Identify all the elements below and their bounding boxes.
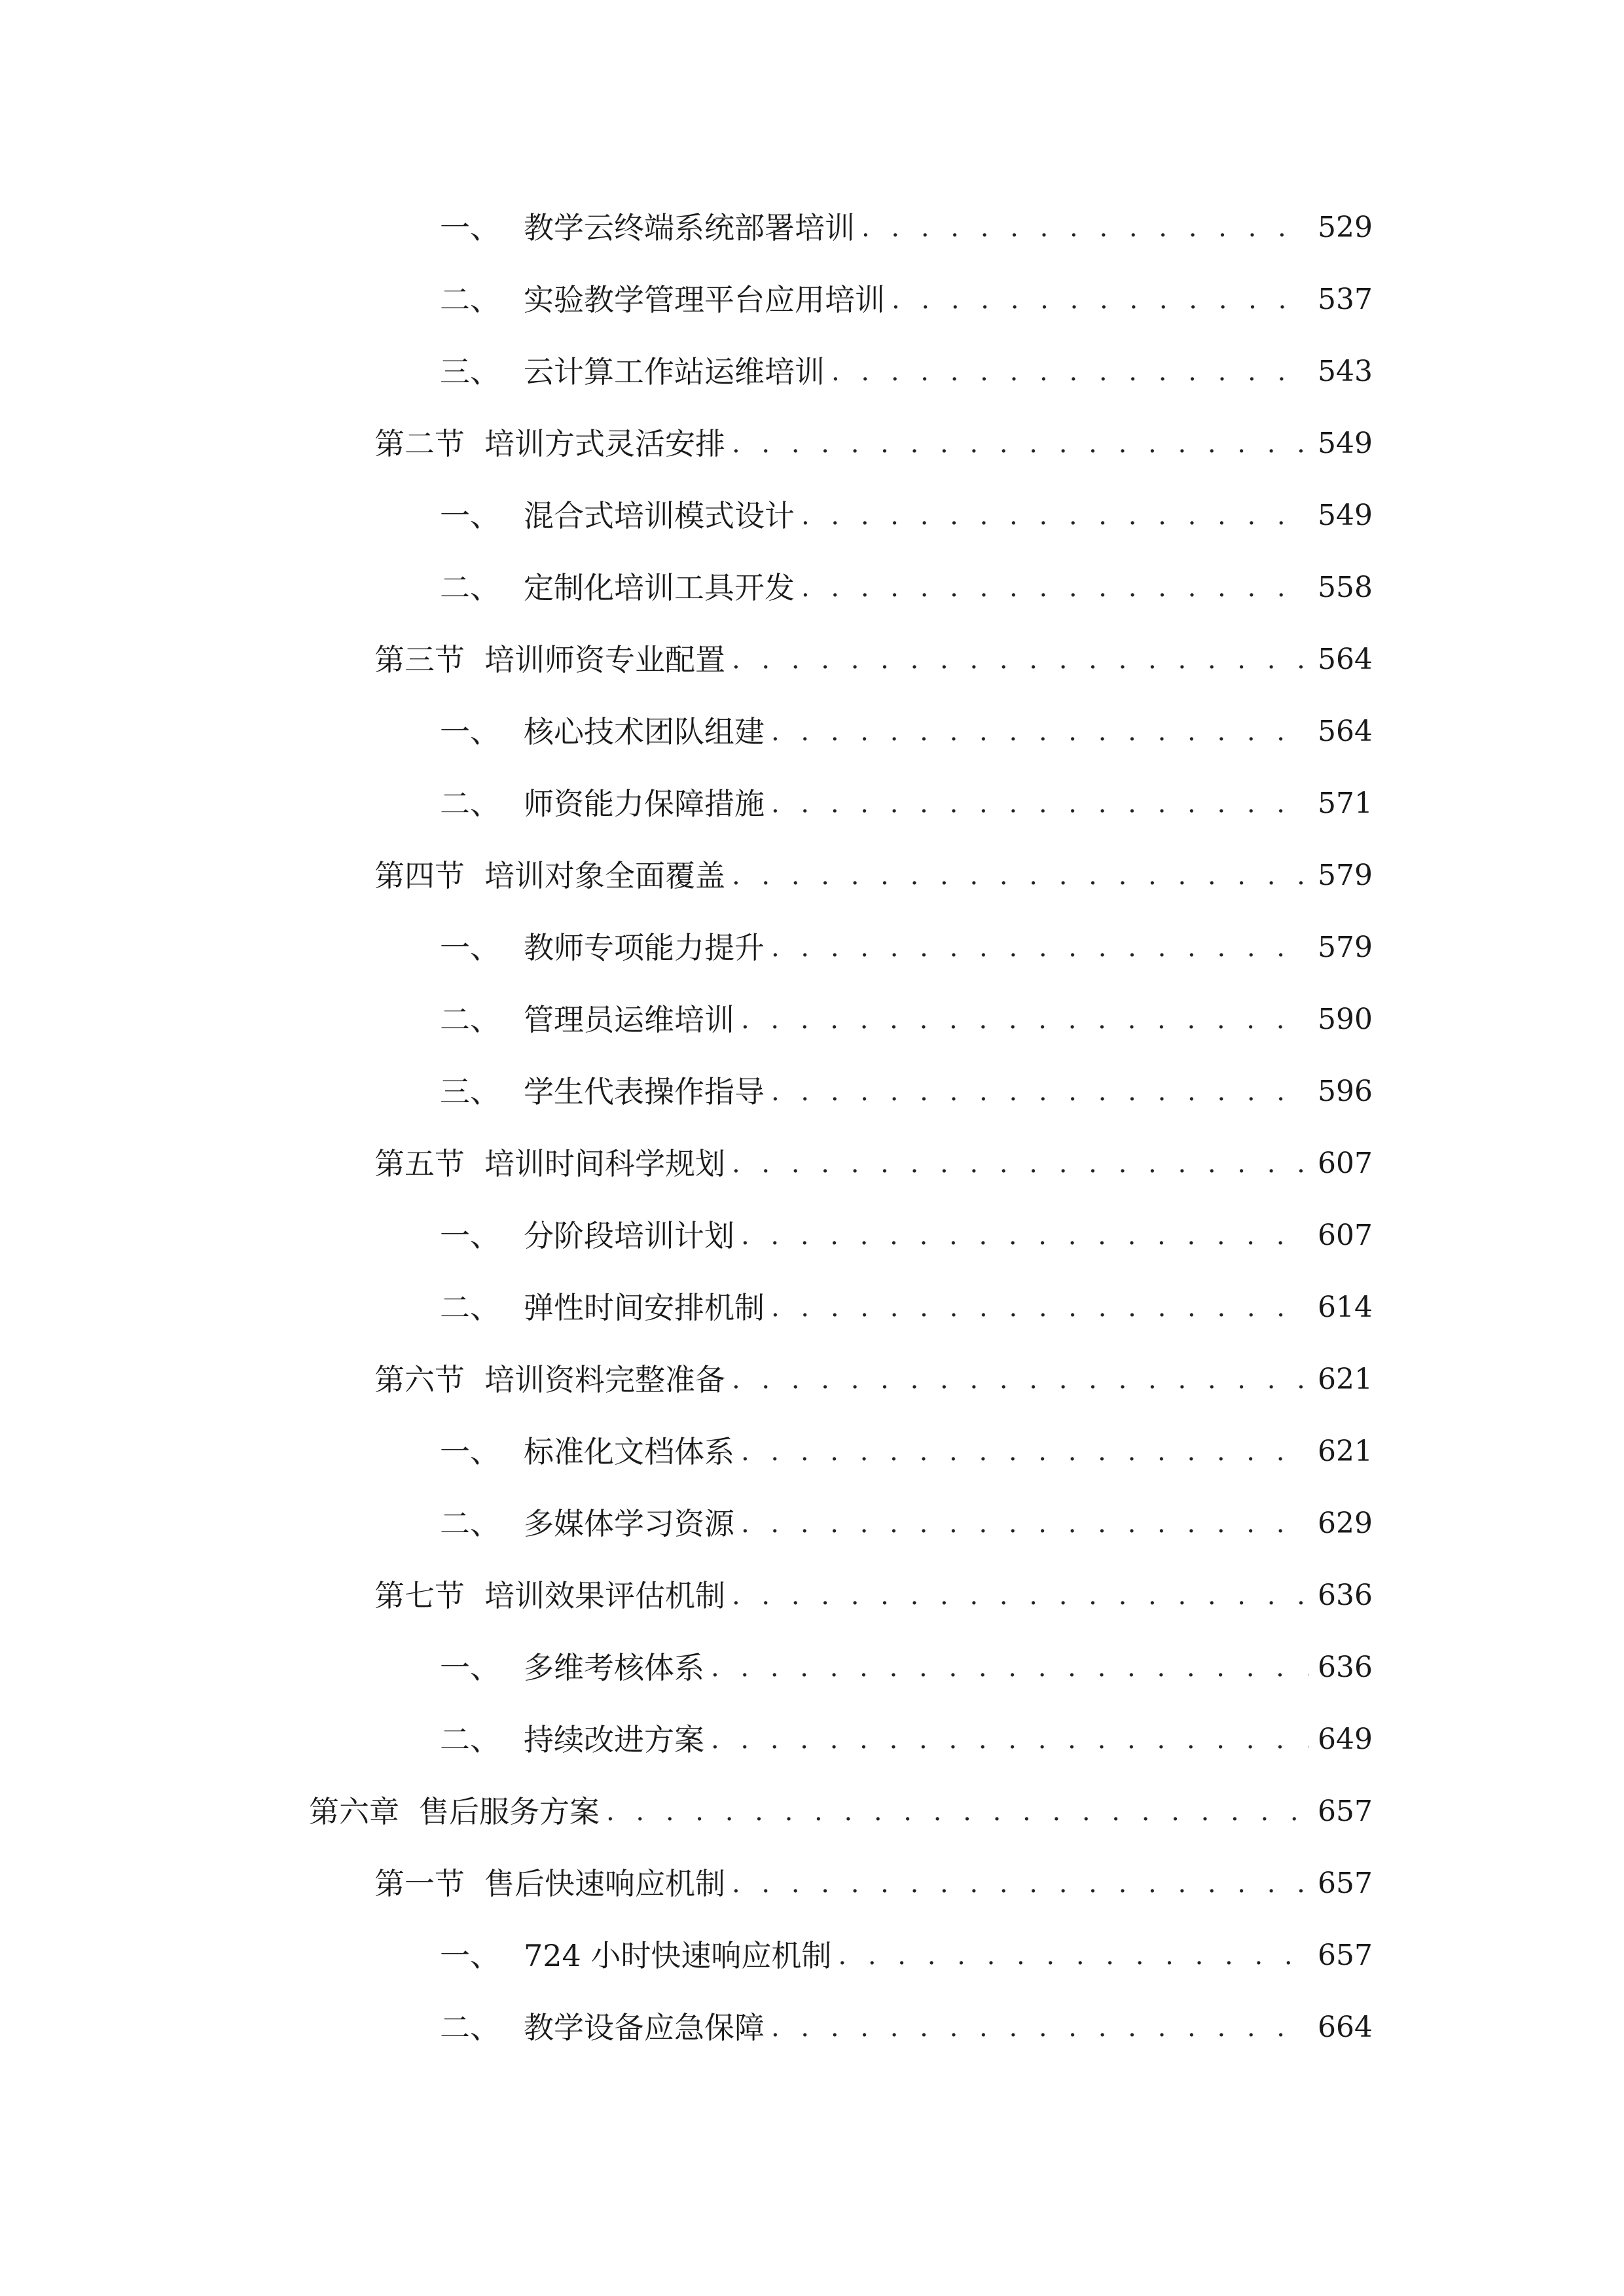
entry-title: 教师专项能力提升 [524, 930, 765, 965]
dot-leader [732, 418, 1308, 470]
entry-number: 二、 [440, 1722, 500, 1757]
toc-entry[interactable] [440, 346, 1373, 398]
entry-page-number: 636 [1318, 1579, 1373, 1612]
entry-number: 一、 [440, 714, 500, 749]
entry-number: 第三节 [374, 642, 465, 677]
entry-number: 一、 [440, 930, 500, 965]
entry-number: 二、 [440, 786, 500, 821]
entry-title: 分阶段培训计划 [524, 1218, 734, 1253]
entry-page-number: 590 [1318, 1003, 1373, 1036]
toc-entry[interactable] [440, 778, 1373, 830]
entry-page-number: 564 [1318, 643, 1373, 676]
dot-leader [771, 778, 1308, 830]
entry-title: 实验教学管理平台应用培训 [524, 282, 885, 317]
toc-entry[interactable] [440, 706, 1373, 758]
entry-title: 多维考核体系 [524, 1650, 704, 1685]
toc-entry-section[interactable] [374, 1857, 1373, 1910]
dot-leader [741, 1498, 1308, 1550]
entry-title: 教学云终端系统部署培训 [524, 210, 855, 245]
entry-page-number: 657 [1318, 1867, 1373, 1900]
entry-page-number: 657 [1318, 1939, 1373, 1972]
entry-number: 一、 [440, 498, 500, 533]
entry-title: 师资能力保障措施 [524, 786, 765, 821]
toc-entry[interactable] [440, 1066, 1373, 1118]
toc-entry[interactable] [440, 490, 1373, 542]
dot-leader [771, 1066, 1308, 1118]
entry-page-number: 629 [1318, 1507, 1373, 1540]
dot-leader [771, 1282, 1308, 1334]
entry-title: 培训效果评估机制 [484, 1578, 725, 1613]
toc-entry[interactable] [440, 274, 1373, 326]
entry-title: 核心技术团队组建 [524, 714, 765, 749]
entry-title: 培训方式灵活安排 [484, 426, 725, 461]
entry-number: 一、 [440, 1938, 500, 1973]
toc-entry[interactable] [440, 922, 1373, 974]
entry-page-number: 621 [1318, 1363, 1373, 1396]
toc-entry[interactable] [440, 1929, 1373, 1982]
entry-page-number: 579 [1318, 931, 1373, 964]
dot-leader [732, 850, 1308, 902]
dot-leader [861, 202, 1308, 254]
entry-number: 二、 [440, 282, 500, 317]
toc-entry-section[interactable] [374, 634, 1373, 686]
dot-leader [771, 706, 1308, 758]
toc-entry[interactable] [440, 562, 1373, 614]
dot-leader [732, 1354, 1308, 1406]
entry-number: 一、 [440, 1434, 500, 1469]
toc-entry[interactable] [440, 1282, 1373, 1334]
entry-title: 学生代表操作指导 [524, 1074, 765, 1109]
entry-number: 第一节 [374, 1866, 465, 1901]
entry-page-number: 657 [1318, 1795, 1373, 1828]
toc-entry[interactable] [440, 1210, 1373, 1262]
entry-title: 云计算工作站运维培训 [524, 354, 825, 389]
toc-entry-section[interactable] [374, 1354, 1373, 1406]
entry-title: 弹性时间安排机制 [524, 1290, 765, 1325]
entry-title: 持续改进方案 [524, 1722, 704, 1757]
entry-number: 第六节 [374, 1362, 465, 1397]
entry-title: 混合式培训模式设计 [524, 498, 795, 533]
entry-page-number: 537 [1318, 283, 1373, 316]
dot-leader [732, 1138, 1308, 1190]
dot-leader [732, 1570, 1308, 1622]
toc-entry-section[interactable] [374, 1138, 1373, 1190]
entry-title: 培训师资专业配置 [484, 642, 725, 677]
dot-leader [606, 1785, 1308, 1838]
toc-entry-section[interactable] [374, 1570, 1373, 1622]
entry-title: 724 小时快速响应机制 [524, 1938, 832, 1973]
entry-page-number: 614 [1318, 1291, 1373, 1324]
entry-title: 标准化文档体系 [524, 1434, 734, 1469]
entry-title: 售后服务方案 [419, 1794, 600, 1829]
dot-leader [732, 634, 1308, 686]
entry-title: 培训对象全面覆盖 [484, 858, 725, 893]
entry-number: 二、 [440, 1290, 500, 1325]
entry-number: 三、 [440, 1074, 500, 1109]
entry-page-number: 664 [1318, 2011, 1373, 2044]
toc-entry-section[interactable] [374, 418, 1373, 470]
entry-page-number: 549 [1318, 427, 1373, 460]
toc-entry-section[interactable] [374, 850, 1373, 902]
dot-leader [831, 346, 1308, 398]
entry-page-number: 571 [1318, 787, 1373, 820]
toc-entry-chapter[interactable] [309, 1785, 1373, 1838]
dot-leader [732, 1857, 1308, 1910]
toc-entry[interactable] [440, 2001, 1373, 2054]
dot-leader [771, 922, 1308, 974]
entry-title: 教学设备应急保障 [524, 2010, 765, 2045]
entry-number: 一、 [440, 1650, 500, 1685]
dot-leader [838, 1929, 1308, 1982]
entry-page-number: 579 [1318, 859, 1373, 892]
entry-number: 二、 [440, 1506, 500, 1541]
toc-entry[interactable] [440, 1641, 1373, 1694]
entry-title: 定制化培训工具开发 [524, 570, 795, 605]
entry-page-number: 543 [1318, 355, 1373, 388]
dot-leader [801, 562, 1308, 614]
entry-number: 二、 [440, 1002, 500, 1037]
entry-title: 管理员运维培训 [524, 1002, 734, 1037]
dot-leader [741, 994, 1308, 1046]
entry-number: 三、 [440, 354, 500, 389]
entry-page-number: 621 [1318, 1435, 1373, 1468]
dot-leader [771, 2001, 1308, 2054]
entry-number: 第七节 [374, 1578, 465, 1613]
toc-entry[interactable] [440, 1713, 1373, 1766]
toc-entry[interactable] [440, 1498, 1373, 1550]
entry-number: 一、 [440, 210, 500, 245]
entry-number: 二、 [440, 2010, 500, 2045]
entry-number: 二、 [440, 570, 500, 605]
entry-page-number: 564 [1318, 715, 1373, 748]
dot-leader [741, 1210, 1308, 1262]
toc-entry[interactable] [440, 994, 1373, 1046]
entry-number: 一、 [440, 1218, 500, 1253]
entry-page-number: 529 [1318, 211, 1373, 244]
entry-number: 第二节 [374, 426, 465, 461]
entry-page-number: 607 [1318, 1147, 1373, 1180]
dot-leader [741, 1426, 1308, 1478]
entry-page-number: 596 [1318, 1075, 1373, 1108]
dot-leader [711, 1713, 1308, 1766]
entry-title: 培训时间科学规划 [484, 1146, 725, 1181]
entry-page-number: 549 [1318, 499, 1373, 532]
entry-number: 第六章 [309, 1794, 399, 1829]
entry-title: 售后快速响应机制 [484, 1866, 725, 1901]
dot-leader [892, 274, 1308, 326]
dot-leader [801, 490, 1308, 542]
toc-entry[interactable] [440, 202, 1373, 254]
dot-leader [711, 1641, 1308, 1694]
entry-page-number: 649 [1318, 1723, 1373, 1756]
entry-page-number: 607 [1318, 1219, 1373, 1252]
entry-title: 多媒体学习资源 [524, 1506, 734, 1541]
entry-number: 第五节 [374, 1146, 465, 1181]
entry-number: 第四节 [374, 858, 465, 893]
entry-page-number: 558 [1318, 571, 1373, 604]
entry-page-number: 636 [1318, 1651, 1373, 1684]
toc-entry[interactable] [440, 1426, 1373, 1478]
entry-title: 培训资料完整准备 [484, 1362, 725, 1397]
